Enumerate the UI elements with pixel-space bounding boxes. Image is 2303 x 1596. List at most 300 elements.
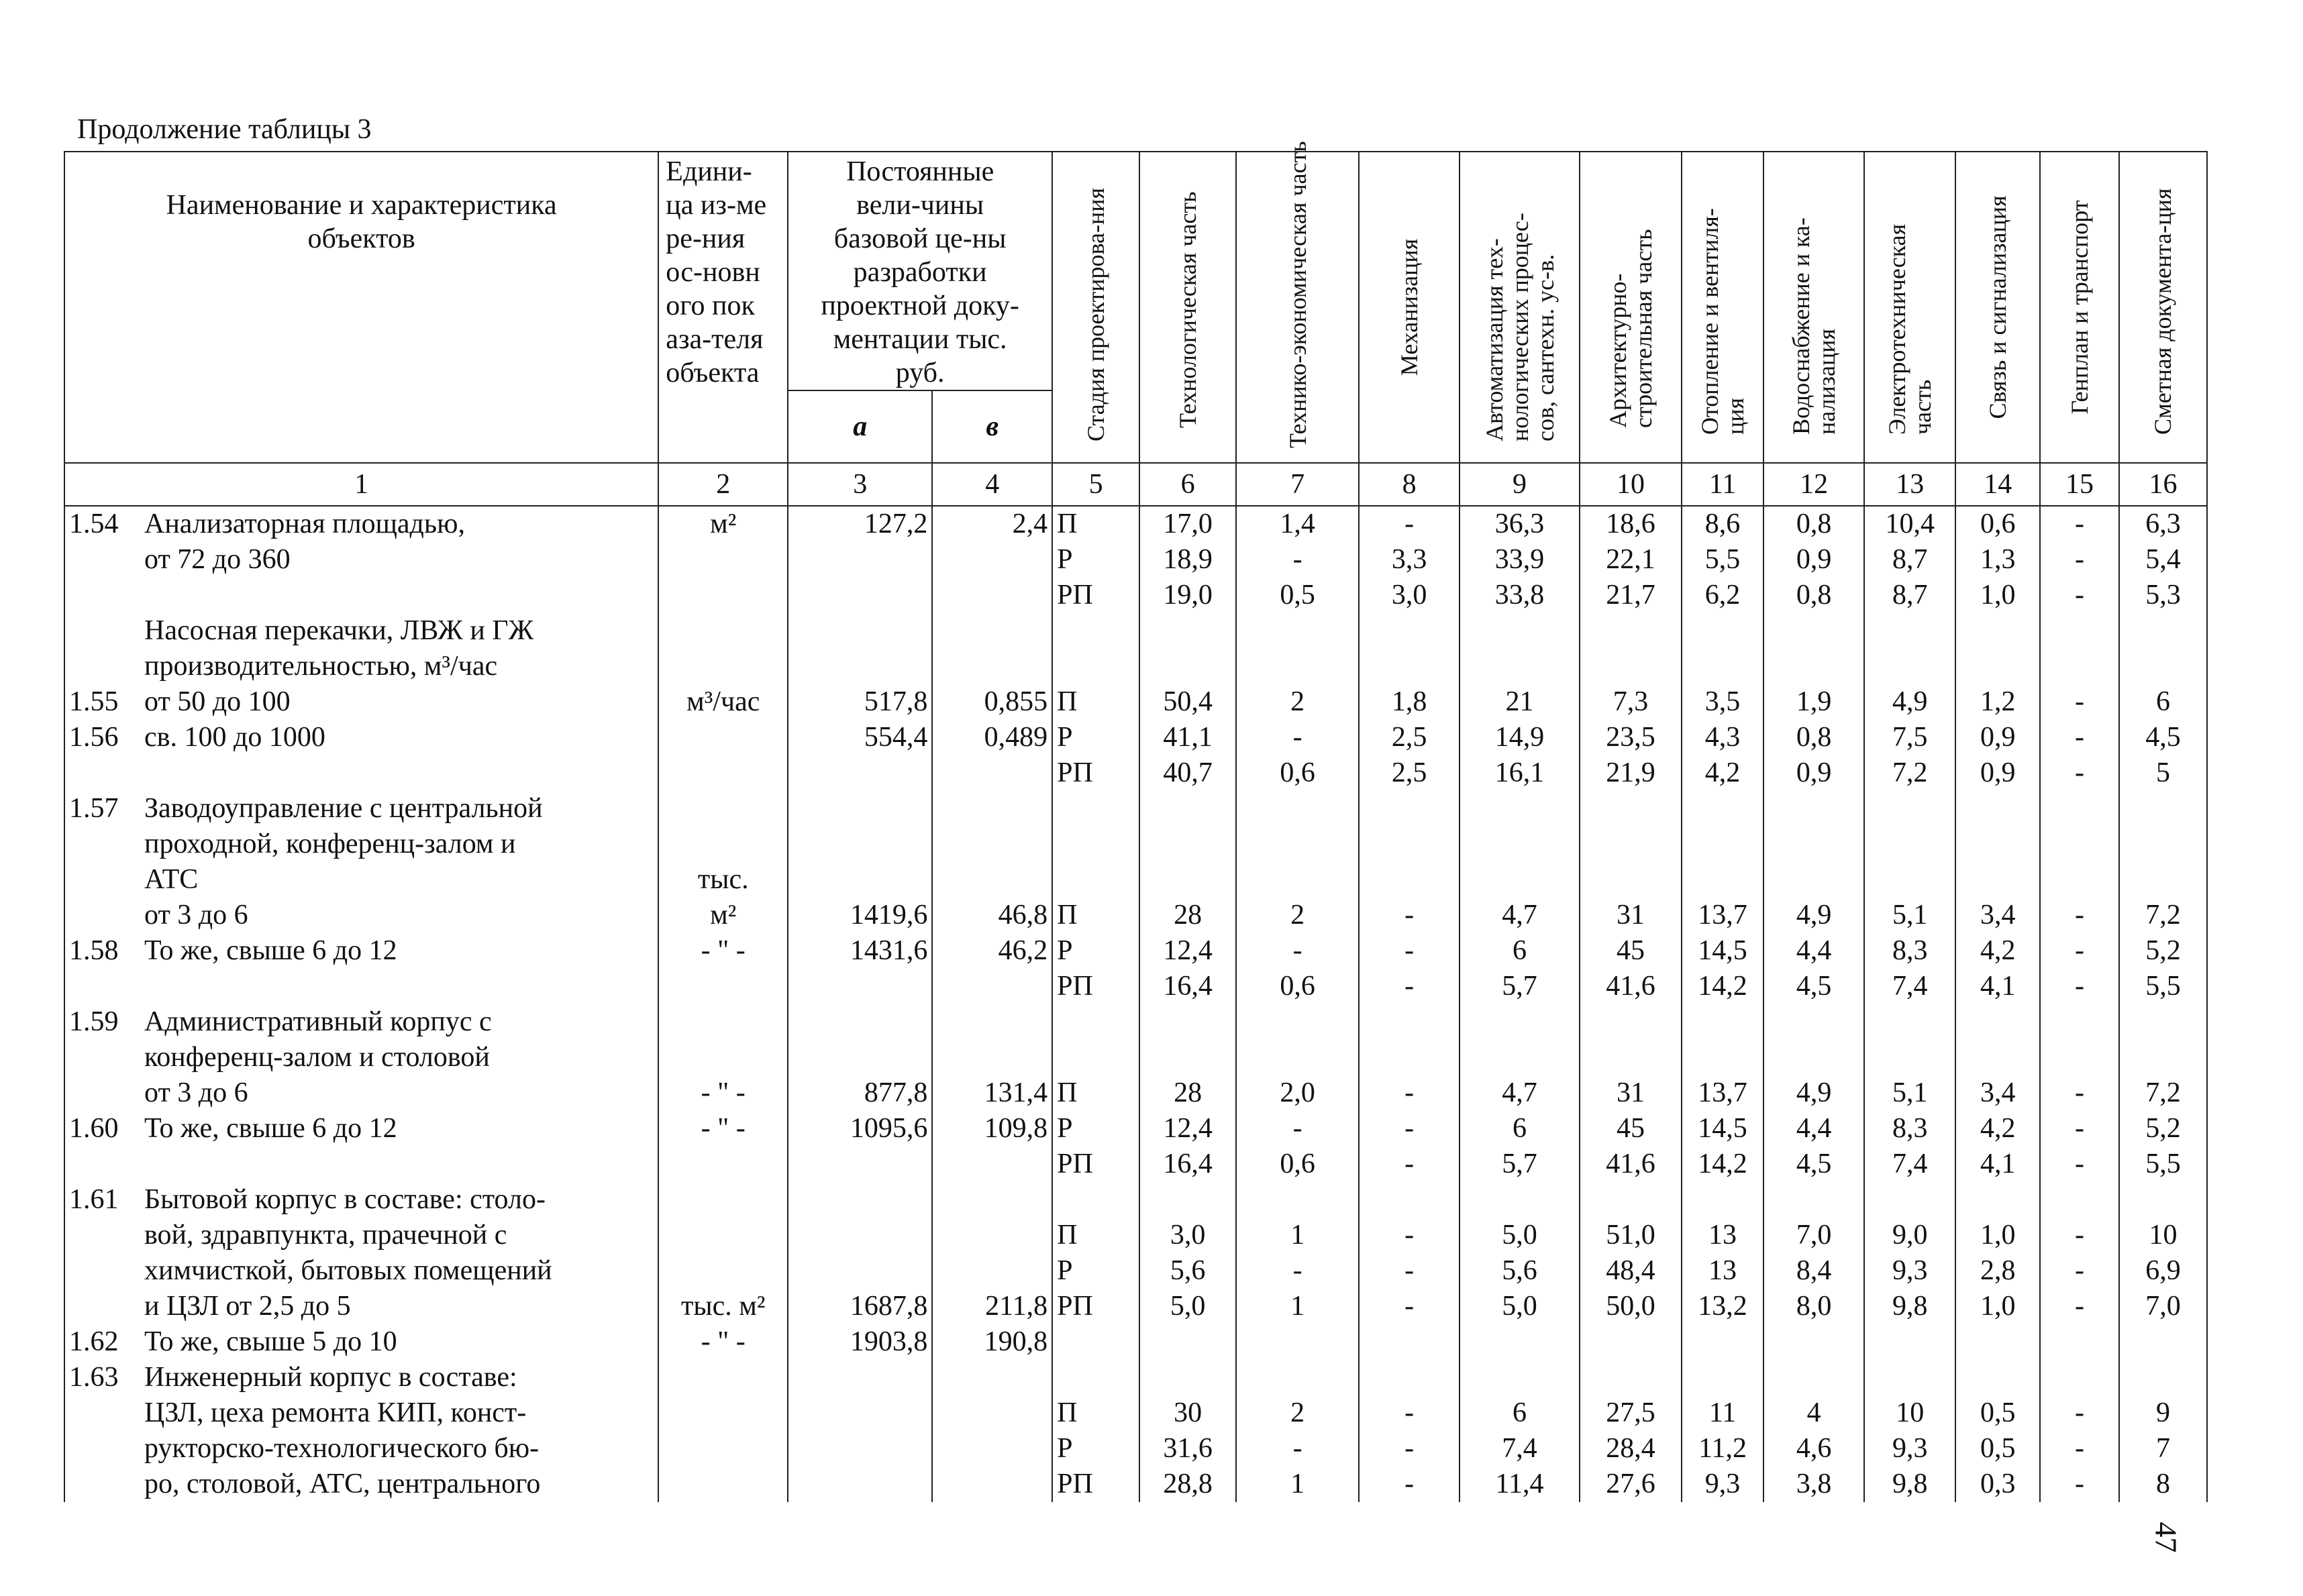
value-cell: [1580, 649, 1682, 684]
value-cell: -: [2040, 506, 2119, 542]
value-cell: [1139, 1324, 1236, 1360]
object-cell: [64, 506, 658, 542]
value-cell: -: [1236, 1431, 1359, 1467]
value-cell: [1763, 1182, 1864, 1218]
value-cell: 4,9: [1763, 1075, 1864, 1111]
header-c10: Архитектурно-строительная часть: [1580, 152, 1682, 463]
value-cell: [1460, 827, 1580, 862]
const-a-cell: 1431,6: [788, 933, 932, 969]
header-c14: Связь и сигнализация: [1955, 152, 2040, 463]
value-cell: 5,2: [2119, 1111, 2207, 1147]
value-cell: [2119, 1360, 2207, 1395]
value-cell: 6,2: [1682, 578, 1763, 613]
value-cell: 4,6: [1763, 1431, 1864, 1467]
value-cell: 8,3: [1864, 933, 1955, 969]
object-cell: [64, 1431, 658, 1467]
value-cell: 4: [1763, 1395, 1864, 1431]
stage-cell: Р: [1052, 933, 1139, 969]
value-cell: 48,4: [1580, 1253, 1682, 1289]
unit-cell: - " -: [658, 1111, 788, 1147]
column-number: 7: [1236, 463, 1359, 506]
header-c6: Технологическая часть: [1139, 152, 1236, 463]
value-cell: [2119, 613, 2207, 649]
header-c15: Генплан и транспорт: [2040, 152, 2119, 463]
header-c12: Водоснабжение и ка-нализация: [1763, 152, 1864, 463]
value-cell: 14,2: [1682, 969, 1763, 1004]
value-cell: -: [1359, 1395, 1460, 1431]
unit-cell: - " -: [658, 1075, 788, 1111]
value-cell: 6: [1460, 1111, 1580, 1147]
object-cell: [64, 1253, 658, 1289]
stage-cell: [1052, 613, 1139, 649]
unit-cell: тыс.: [658, 862, 788, 898]
value-cell: [2040, 791, 2119, 827]
value-cell: 6: [1460, 933, 1580, 969]
const-b-cell: [932, 1395, 1052, 1431]
value-cell: 1,3: [1955, 542, 2040, 578]
value-cell: 23,5: [1580, 720, 1682, 755]
const-b-cell: 131,4: [932, 1075, 1052, 1111]
value-cell: 28: [1139, 1075, 1236, 1111]
const-b-cell: [932, 755, 1052, 791]
value-cell: 0,8: [1763, 720, 1864, 755]
table-row: [64, 1360, 2207, 1395]
object-cell: [64, 1289, 658, 1324]
value-cell: 7,4: [1460, 1431, 1580, 1467]
unit-cell: [658, 969, 788, 1004]
value-cell: [1864, 1324, 1955, 1360]
const-a-cell: 1419,6: [788, 898, 932, 933]
const-a-cell: 1687,8: [788, 1289, 932, 1324]
value-cell: 9,3: [1682, 1467, 1763, 1502]
const-a-cell: [788, 791, 932, 827]
object-name: вой, здравпункта, прачечной с: [144, 1220, 507, 1251]
value-cell: -: [2040, 1218, 2119, 1253]
stage-cell: РП: [1052, 755, 1139, 791]
value-cell: 28,8: [1139, 1467, 1236, 1502]
value-cell: 5,0: [1460, 1218, 1580, 1253]
header-c16: Сметная документа-ция: [2119, 152, 2207, 463]
value-cell: 4,9: [1763, 898, 1864, 933]
const-a-cell: [788, 1004, 932, 1040]
object-cell: [64, 1218, 658, 1253]
column-number: 1: [64, 463, 658, 506]
const-b-cell: 109,8: [932, 1111, 1052, 1147]
value-cell: 5,0: [1460, 1289, 1580, 1324]
value-cell: -: [2040, 898, 2119, 933]
value-cell: -: [1236, 933, 1359, 969]
value-cell: 3,4: [1955, 898, 2040, 933]
object-cell: [64, 1395, 658, 1431]
table-row: [64, 613, 2207, 649]
value-cell: [1236, 1324, 1359, 1360]
const-a-cell: [788, 1253, 932, 1289]
value-cell: 6,9: [2119, 1253, 2207, 1289]
value-cell: 4,5: [2119, 720, 2207, 755]
value-cell: 41,6: [1580, 1147, 1682, 1182]
value-cell: 1,2: [1955, 684, 2040, 720]
const-a-cell: [788, 1360, 932, 1395]
const-b-cell: [932, 1040, 1052, 1075]
header-c8: Механизация: [1359, 152, 1460, 463]
value-cell: [1359, 1040, 1460, 1075]
value-cell: [1460, 862, 1580, 898]
value-cell: 2: [1236, 898, 1359, 933]
stage-cell: Р: [1052, 1253, 1139, 1289]
value-cell: [1580, 1324, 1682, 1360]
value-cell: -: [2040, 933, 2119, 969]
const-a-cell: [788, 1182, 932, 1218]
const-a-cell: [788, 1040, 932, 1075]
header-row: [64, 152, 2207, 390]
object-name: ро, столовой, АТС, центрального: [144, 1469, 541, 1499]
value-cell: 5,6: [1139, 1253, 1236, 1289]
item-number: 1.61: [69, 1184, 119, 1215]
value-cell: 13,7: [1682, 1075, 1763, 1111]
value-cell: 3,0: [1359, 578, 1460, 613]
value-cell: 0,6: [1236, 755, 1359, 791]
column-number: 2: [658, 463, 788, 506]
value-cell: [1955, 1182, 2040, 1218]
value-cell: [1682, 1324, 1763, 1360]
value-cell: [1864, 1040, 1955, 1075]
table-row: [64, 1075, 2207, 1111]
unit-cell: [658, 1431, 788, 1467]
value-cell: [1139, 862, 1236, 898]
value-cell: 9,3: [1864, 1431, 1955, 1467]
column-number: 8: [1359, 463, 1460, 506]
header-const: Постоянные вели-чины базовой це-ны разработки проектной доку-ментации тыс. руб.: [788, 152, 1052, 390]
item-number: 1.62: [69, 1326, 119, 1357]
column-number: 5: [1052, 463, 1139, 506]
value-cell: [2119, 1040, 2207, 1075]
value-cell: 41,1: [1139, 720, 1236, 755]
stage-cell: [1052, 1182, 1139, 1218]
value-cell: [1763, 791, 1864, 827]
table-row: [64, 1111, 2207, 1147]
value-cell: 18,6: [1580, 506, 1682, 542]
column-numbers-row: [64, 463, 2207, 506]
stage-cell: П: [1052, 684, 1139, 720]
object-name: производительностью, м³/час: [144, 651, 498, 682]
item-number: 1.56: [69, 722, 119, 753]
value-cell: [1955, 862, 2040, 898]
object-name: Бытовой корпус в составе: столо-: [144, 1184, 546, 1215]
value-cell: [1236, 791, 1359, 827]
const-a-cell: [788, 1467, 932, 1502]
value-cell: 4,4: [1763, 933, 1864, 969]
item-number: 1.58: [69, 935, 119, 966]
unit-cell: [658, 1467, 788, 1502]
item-number: 1.60: [69, 1113, 119, 1144]
value-cell: 0,9: [1763, 755, 1864, 791]
value-cell: 10,4: [1864, 506, 1955, 542]
value-cell: [2040, 1360, 2119, 1395]
unit-cell: м³/час: [658, 684, 788, 720]
object-name: от 3 до 6: [144, 900, 248, 930]
value-cell: 5,7: [1460, 969, 1580, 1004]
value-cell: [1682, 649, 1763, 684]
value-cell: 13: [1682, 1218, 1763, 1253]
value-cell: [1236, 1360, 1359, 1395]
column-number: 6: [1139, 463, 1236, 506]
value-cell: 18,9: [1139, 542, 1236, 578]
value-cell: 8,7: [1864, 542, 1955, 578]
const-a-cell: 877,8: [788, 1075, 932, 1111]
stage-cell: РП: [1052, 1147, 1139, 1182]
value-cell: 7: [2119, 1431, 2207, 1467]
table-row: [64, 1395, 2207, 1431]
value-cell: [1864, 613, 1955, 649]
value-cell: 0,8: [1763, 506, 1864, 542]
object-name: АТС: [144, 864, 199, 895]
value-cell: [1682, 791, 1763, 827]
value-cell: 8: [2119, 1467, 2207, 1502]
value-cell: [1139, 649, 1236, 684]
value-cell: 36,3: [1460, 506, 1580, 542]
value-cell: [1763, 1324, 1864, 1360]
value-cell: [1763, 649, 1864, 684]
value-cell: [2040, 1040, 2119, 1075]
value-cell: 2: [1236, 1395, 1359, 1431]
const-a-cell: [788, 969, 932, 1004]
value-cell: [1460, 649, 1580, 684]
value-cell: 3,3: [1359, 542, 1460, 578]
stage-cell: [1052, 1360, 1139, 1395]
const-a-cell: 1903,8: [788, 1324, 932, 1360]
value-cell: [1682, 1004, 1763, 1040]
value-cell: 21,7: [1580, 578, 1682, 613]
value-cell: -: [1359, 1467, 1460, 1502]
value-cell: [1682, 862, 1763, 898]
value-cell: 21: [1460, 684, 1580, 720]
value-cell: 7,2: [2119, 1075, 2207, 1111]
unit-cell: - " -: [658, 1324, 788, 1360]
column-number: 16: [2119, 463, 2207, 506]
value-cell: 4,3: [1682, 720, 1763, 755]
value-cell: 4,2: [1955, 1111, 2040, 1147]
stage-cell: П: [1052, 1395, 1139, 1431]
value-cell: [1682, 1360, 1763, 1395]
unit-cell: [658, 1040, 788, 1075]
value-cell: 7,4: [1864, 969, 1955, 1004]
value-cell: 12,4: [1139, 933, 1236, 969]
stage-cell: П: [1052, 1218, 1139, 1253]
const-a-cell: 554,4: [788, 720, 932, 755]
value-cell: 4,7: [1460, 1075, 1580, 1111]
value-cell: [1359, 1324, 1460, 1360]
value-cell: [1460, 1040, 1580, 1075]
value-cell: 2,5: [1359, 720, 1460, 755]
item-number: 1.59: [69, 1006, 119, 1037]
value-cell: [1460, 791, 1580, 827]
const-a-cell: 1095,6: [788, 1111, 932, 1147]
table-row: [64, 827, 2207, 862]
object-cell: [64, 933, 658, 969]
value-cell: 3,0: [1139, 1218, 1236, 1253]
value-cell: 1,0: [1955, 1289, 2040, 1324]
value-cell: 4,1: [1955, 1147, 2040, 1182]
value-cell: [1139, 1004, 1236, 1040]
value-cell: [1763, 1004, 1864, 1040]
const-b-cell: [932, 649, 1052, 684]
value-cell: [1139, 1040, 1236, 1075]
value-cell: 16,4: [1139, 969, 1236, 1004]
object-cell: [64, 542, 658, 578]
value-cell: -: [1236, 542, 1359, 578]
const-a-cell: [788, 862, 932, 898]
object-name: от 72 до 360: [144, 544, 291, 575]
value-cell: 19,0: [1139, 578, 1236, 613]
value-cell: [2040, 1182, 2119, 1218]
object-name: конференц-залом и столовой: [144, 1042, 490, 1073]
const-b-cell: [932, 827, 1052, 862]
value-cell: [1580, 1040, 1682, 1075]
value-cell: [1955, 1360, 2040, 1395]
object-cell: [64, 649, 658, 684]
unit-cell: м²: [658, 506, 788, 542]
object-cell: [64, 720, 658, 755]
item-number: 1.54: [69, 509, 119, 539]
value-cell: 5,1: [1864, 898, 1955, 933]
value-cell: 27,5: [1580, 1395, 1682, 1431]
value-cell: 7,0: [1763, 1218, 1864, 1253]
value-cell: 9,8: [1864, 1289, 1955, 1324]
value-cell: -: [1359, 898, 1460, 933]
value-cell: 27,6: [1580, 1467, 1682, 1502]
table-row: [64, 1467, 2207, 1502]
value-cell: 5,6: [1460, 1253, 1580, 1289]
value-cell: [1359, 1004, 1460, 1040]
value-cell: 0,3: [1955, 1467, 2040, 1502]
value-cell: [1864, 827, 1955, 862]
object-cell: [64, 684, 658, 720]
value-cell: 50,4: [1139, 684, 1236, 720]
table-row: [64, 1147, 2207, 1182]
value-cell: [1139, 613, 1236, 649]
value-cell: 31,6: [1139, 1431, 1236, 1467]
stage-cell: РП: [1052, 1467, 1139, 1502]
stage-cell: Р: [1052, 542, 1139, 578]
value-cell: [1236, 613, 1359, 649]
value-cell: 0,6: [1236, 969, 1359, 1004]
header-c11: Отопление и вентиля-ция: [1682, 152, 1763, 463]
object-name: То же, свыше 5 до 10: [144, 1326, 397, 1357]
value-cell: 41,6: [1580, 969, 1682, 1004]
stage-cell: Р: [1052, 1431, 1139, 1467]
value-cell: 7,3: [1580, 684, 1682, 720]
value-cell: [1864, 1182, 1955, 1218]
value-cell: 5,0: [1139, 1289, 1236, 1324]
value-cell: 21,9: [1580, 755, 1682, 791]
value-cell: [1236, 1040, 1359, 1075]
object-cell: [64, 1182, 658, 1218]
value-cell: 7,0: [2119, 1289, 2207, 1324]
value-cell: [2119, 791, 2207, 827]
value-cell: 13: [1682, 1253, 1763, 1289]
table-row: [64, 1324, 2207, 1360]
value-cell: 22,1: [1580, 542, 1682, 578]
value-cell: [1682, 1040, 1763, 1075]
const-a-cell: [788, 755, 932, 791]
table-row: [64, 933, 2207, 969]
object-cell: [64, 862, 658, 898]
const-b-cell: [932, 613, 1052, 649]
value-cell: [1359, 1182, 1460, 1218]
value-cell: 5,5: [1682, 542, 1763, 578]
stage-cell: [1052, 791, 1139, 827]
stage-cell: РП: [1052, 578, 1139, 613]
table-row: [64, 649, 2207, 684]
stage-cell: [1052, 827, 1139, 862]
value-cell: -: [1236, 1253, 1359, 1289]
value-cell: 4,9: [1864, 684, 1955, 720]
item-number: 1.63: [69, 1362, 119, 1393]
object-cell: [64, 1075, 658, 1111]
value-cell: [1460, 613, 1580, 649]
value-cell: [2119, 862, 2207, 898]
value-cell: 3,5: [1682, 684, 1763, 720]
value-cell: 28: [1139, 898, 1236, 933]
value-cell: 14,2: [1682, 1147, 1763, 1182]
const-b-cell: 190,8: [932, 1324, 1052, 1360]
header-a: а: [788, 390, 932, 463]
stage-cell: [1052, 1040, 1139, 1075]
value-cell: [1236, 1182, 1359, 1218]
value-cell: [1955, 613, 2040, 649]
value-cell: [2040, 649, 2119, 684]
value-cell: [1763, 862, 1864, 898]
object-name: и ЦЗЛ от 2,5 до 5: [144, 1291, 351, 1322]
value-cell: 50,0: [1580, 1289, 1682, 1324]
value-cell: 14,5: [1682, 933, 1763, 969]
value-cell: -: [2040, 1467, 2119, 1502]
object-cell: [64, 969, 658, 1004]
object-name: ЦЗЛ, цеха ремонта КИП, конст-: [144, 1397, 527, 1428]
value-cell: [1955, 649, 2040, 684]
header-b: в: [932, 390, 1052, 463]
value-cell: -: [2040, 542, 2119, 578]
column-number: 9: [1460, 463, 1580, 506]
const-b-cell: 211,8: [932, 1289, 1052, 1324]
value-cell: 1,9: [1763, 684, 1864, 720]
value-cell: 8,7: [1864, 578, 1955, 613]
value-cell: 28,4: [1580, 1431, 1682, 1467]
value-cell: [1682, 613, 1763, 649]
const-b-cell: [932, 969, 1052, 1004]
value-cell: [1359, 827, 1460, 862]
value-cell: -: [1236, 1111, 1359, 1147]
stage-cell: РП: [1052, 1289, 1139, 1324]
value-cell: 1,4: [1236, 506, 1359, 542]
value-cell: [1139, 1182, 1236, 1218]
value-cell: 5,7: [1460, 1147, 1580, 1182]
table-row: [64, 1182, 2207, 1218]
const-b-cell: [932, 1360, 1052, 1395]
header-c9: Автоматизация тех-нологических процес-сов, сантехн. ус-в.: [1460, 152, 1580, 463]
value-cell: [2040, 827, 2119, 862]
column-number: 12: [1763, 463, 1864, 506]
value-cell: 0,5: [1955, 1431, 2040, 1467]
stage-cell: [1052, 649, 1139, 684]
value-cell: -: [1359, 1147, 1460, 1182]
value-cell: [1955, 1040, 2040, 1075]
value-cell: 4,7: [1460, 898, 1580, 933]
value-cell: [2119, 1324, 2207, 1360]
value-cell: [1763, 827, 1864, 862]
unit-cell: [658, 720, 788, 755]
value-cell: 5,3: [2119, 578, 2207, 613]
